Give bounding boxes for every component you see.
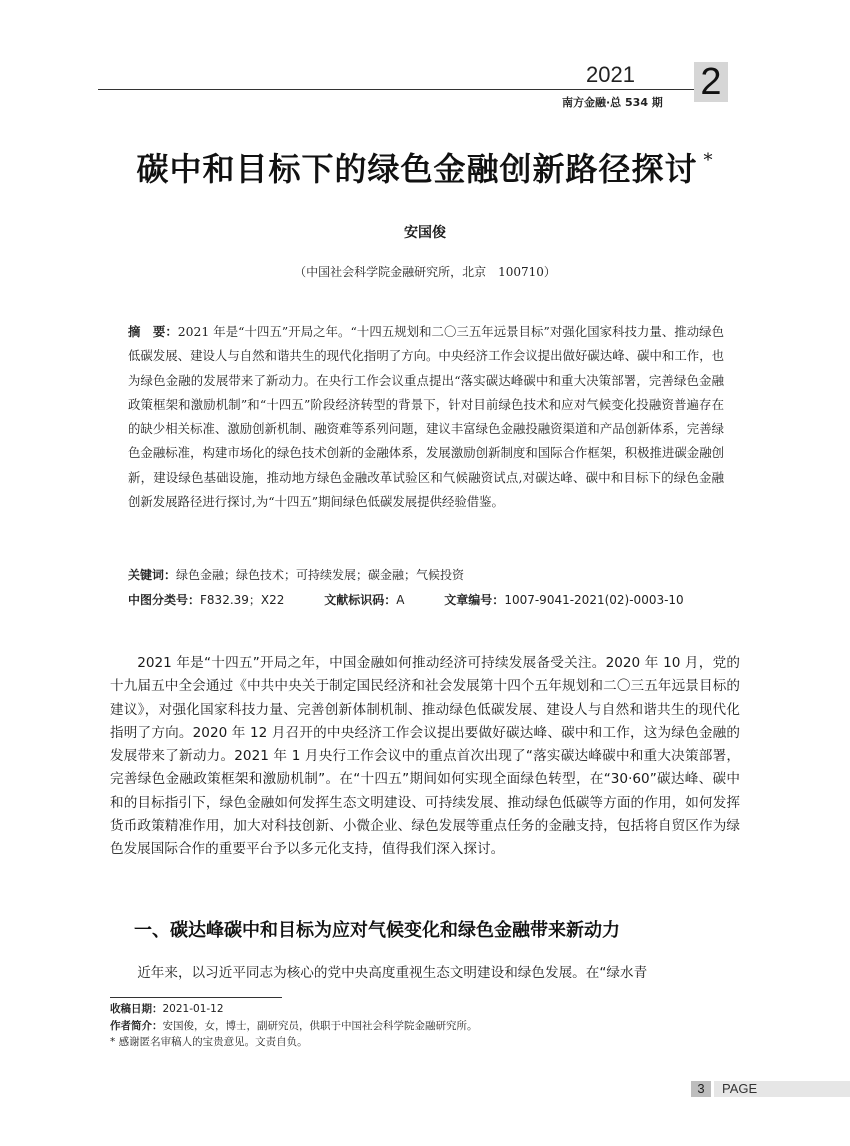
keywords-label: 关键词： (128, 568, 177, 582)
clc-label: 中图分类号： (128, 593, 201, 607)
keywords (128, 566, 728, 583)
clc-field (128, 593, 302, 607)
keywords-text: 绿色金融；绿色技术；可持续发展；碳金融；气候投资 (176, 568, 465, 582)
page-number: 3 (691, 1081, 711, 1097)
article-number-label: 文章编号： (444, 593, 505, 607)
doc-code-label: 文献标识码： (324, 593, 397, 607)
header-rule (98, 89, 698, 90)
footnotes (110, 1001, 478, 1051)
article-title-text: 碳中和目标下的绿色金融创新路径探讨 (136, 150, 698, 188)
footnote-thanks: * 感谢匿名审稿人的宝贵意见。文责自负。 (110, 1036, 308, 1048)
abstract-text: 2021 年是“十四五”开局之年。“十四五规划和二〇三五年远景目标”对强化国家科技力量、推动绿色低碳发展、建设人与自然和谐共生的现代化指明了方向。中央经济工作会议提出做好碳达峰、碳中和工作，也为绿色金融的发展带来了新动力。在央行工作会议重点提出“落实碳达峰碳中和重大决策部署，完善绿色金融政策框架和激励机制”和“十四五”阶段经济转型的背景下，针对目前绿色技术和应对气候变化投融资普遍存在的缺少相关标准、激励创新机制、融资难等系列问题，建议丰富绿色金融投融资渠道和产品创新体系，完善绿色金融标准，构建市场化的绿色技术创新的金融体系，发展激励创新制度和国际合作框架，积极推进碳金融创新，建设绿色基础设施，推动地方绿色金融改革试验区和气候融资试点,对碳达峰、碳中和目标下的绿色金融创新发展路径进行探讨,为“十四五”期间绿色低碳发展提供经验借鉴。 (128, 324, 725, 510)
section-heading-1: 一、碳达峰碳中和目标为应对气候变化和绿色金融带来新动力 (134, 920, 620, 941)
footnote-rule (110, 997, 282, 998)
bio-text: 安国俊，女，博士，副研究员，供职于中国社会科学院金融研究所。 (162, 1019, 478, 1032)
article-author: 安国俊 (404, 225, 446, 241)
bio-label: 作者简介： (110, 1019, 163, 1032)
doc-code-field (324, 593, 422, 607)
footnote-bio (110, 1018, 478, 1035)
article-title (0, 144, 850, 190)
article-number-value: 1007-9041-2021(02)-0003-10 (504, 593, 684, 607)
body-paragraph-1: 2021 年是“十四五”开局之年，中国金融如何推动经济可持续发展备受关注。2020 年 10 月，党的十九届五中全会通过《中共中央关于制定国民经济和社会发展第十四个五年规划和二〇三五年远景目标的建议》，对强化国家科技力量、完善创新体制机制、推动绿色低碳发展、建设人与自然和谐共生的现代化指明了方向。2020 年 12 月召开的中央经济工作会议提出要做好碳达峰、碳中和工作，这为绿色金融的发展带来了新动力。2021 年 1 月央行工作会议中的重点首次出现了“落实碳达峰碳中和重大决策部署，完善绿色金融政策框架和激励机制”。在“十四五”期间如何实现全面绿色转型，在“30·60”碳达峰、碳中和的目标指引下，绿色金融如何发挥生态文明建设、可持续发展、推动绿色低碳等方面的作用，如何发挥货币政策精准作用，加大对科技创新、小微企业、绿色发展等重点任务的金融支持，包括将自贸区作为绿色发展国际合作的重要平台予以多元化支持，值得我们深入探讨。 (110, 655, 740, 858)
classification-line (128, 591, 768, 608)
received-date: 2021-01-12 (162, 1003, 224, 1015)
header-year: 2021 (586, 62, 635, 87)
title-footnote-mark: * (703, 150, 714, 171)
author-affiliation: （中国社会科学院金融研究所，北京 100710） (294, 265, 556, 279)
clc-value: F832.39；X22 (200, 593, 285, 607)
header-journal-name: 南方金融·总 534 期 (562, 96, 663, 109)
abstract-label: 摘 要： (128, 324, 178, 339)
header-issue-number: 2 (694, 62, 728, 102)
page-label: PAGE (714, 1081, 850, 1097)
body-paragraph-2: 近年来，以习近平同志为核心的党中央高度重视生态文明建设和绿色发展。在“绿水青 (137, 965, 648, 981)
article-number-field (444, 593, 701, 607)
footnote-received (110, 1001, 478, 1018)
doc-code-value: A (396, 593, 405, 607)
received-label: 收稿日期： (110, 1003, 163, 1015)
abstract (128, 320, 724, 514)
